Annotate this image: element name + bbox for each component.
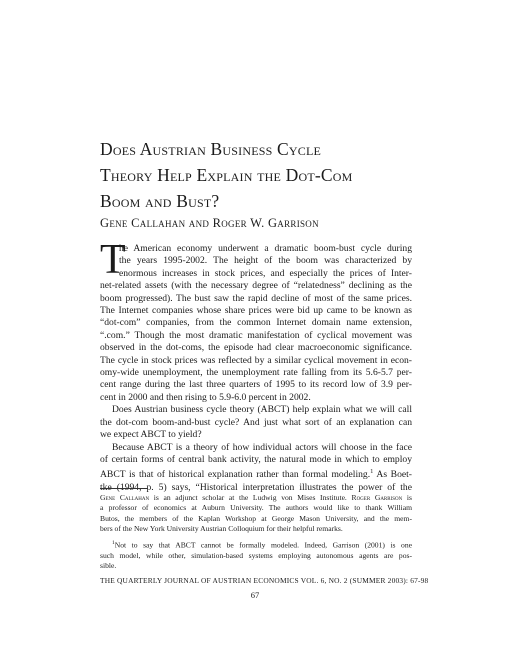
note-line: a professor of economics at Auburn University. The authors would like to thank William bbox=[100, 503, 412, 513]
footnote-marker: 1 bbox=[112, 539, 115, 546]
author-note bbox=[100, 493, 412, 535]
paragraph-1 bbox=[100, 243, 412, 404]
note-text: Not to say that ABCT cannot be formally modeled. Indeed, Garrison (2001) is one bbox=[114, 540, 412, 550]
page-number: 67 bbox=[250, 590, 260, 600]
article-title bbox=[100, 136, 420, 214]
body-text: ABCT is that of historical explanation rather than formal modeling. bbox=[100, 469, 371, 481]
body-line: “dot-com” companies, from the common Internet domain name extension, bbox=[100, 317, 412, 329]
footnote-1 bbox=[100, 538, 412, 572]
note-line: sible. bbox=[100, 560, 117, 570]
body-text: As Boet- bbox=[373, 469, 412, 481]
body-line: enormous increases in stock prices, and especially the prices of Inter- bbox=[119, 267, 412, 279]
title-line: Theory Help Explain the Dot-Com bbox=[100, 165, 353, 185]
note-line bbox=[100, 538, 412, 551]
footnote-divider bbox=[100, 488, 148, 489]
body-line: of certain forms of central bank activity, the natural mode in which to employ bbox=[100, 453, 412, 465]
body-line: Does Austrian business cycle theory (ABCT) help explain what we will call bbox=[112, 404, 412, 416]
author-name: Roger Garrison bbox=[351, 493, 403, 502]
note-text: is an adjunct scholar at the Ludwig von Mises Institute. bbox=[149, 493, 352, 502]
title-line: Does Austrian Business Cycle bbox=[100, 139, 322, 159]
author-name: Gene Callahan bbox=[100, 493, 150, 502]
journal-citation: THE QUARTERLY JOURNAL OF AUSTRIAN ECONOMICS VOL. 6, NO. 2 (SUMMER 2003): 67-98 bbox=[100, 576, 429, 585]
note-line: Butos, the members of the Kaplan Workshop at George Mason University, and the mem- bbox=[100, 513, 412, 523]
note-text: is bbox=[402, 493, 412, 502]
body-line-with-footnote bbox=[100, 466, 412, 482]
body-line: the years 1995-2002. The height of the boom was characterized by bbox=[119, 255, 412, 267]
body-line: tke (1994, p. 5) says, “Historical interpretation illustrates the power of the bbox=[100, 481, 412, 493]
note-line: bers of the New York University Austrian Colloquium for their helpful remarks. bbox=[100, 524, 343, 534]
body-line: boom progressed). The bust saw the rapid decline of most of the same prices. bbox=[100, 292, 412, 304]
body-line: The Internet companies whose share prices were bid up came to be known as bbox=[100, 305, 412, 317]
body-line: observed in the dot-coms, the episode had clear macroeconomic significance. bbox=[100, 342, 412, 354]
note-line bbox=[100, 493, 412, 503]
title-line: Boom and Bust? bbox=[100, 191, 220, 211]
body-line: the dot-com boom-and-bust cycle? And just what sort of an explanation can bbox=[100, 416, 412, 428]
drop-cap: T bbox=[100, 237, 126, 283]
body-line: net-related assets (with the necessary degree of “relatedness” declining as the bbox=[100, 280, 412, 292]
note-line: such model, while other, simulation-based systems employing autonomous agents are pos- bbox=[100, 550, 412, 560]
body-line: cent in 2000 and then rising to 5.9-6.0 percent in 2002. bbox=[100, 391, 311, 403]
body-line: The cycle in stock prices was reflected by a similar cyclical movement in econ- bbox=[100, 354, 412, 366]
body-line: we expect ABCT to yield? bbox=[100, 429, 202, 441]
footnote-reference[interactable]: 1 bbox=[370, 468, 374, 476]
body-line: “.com.” Though the most dramatic manifestation of cyclical movement was bbox=[100, 329, 412, 341]
body-line: cent range during the last three quarters of 1995 to its record low of 3.9 per- bbox=[100, 379, 412, 391]
paragraph-3 bbox=[100, 442, 412, 495]
paragraph-2 bbox=[100, 404, 412, 441]
article-authors: Gene Callahan and Roger W. Garrison bbox=[100, 216, 319, 230]
body-line: Because ABCT is a theory of how individual actors will choose in the face bbox=[112, 441, 412, 453]
body-line: he American economy underwent a dramatic boom-bust cycle during bbox=[119, 243, 412, 254]
article-body bbox=[100, 243, 412, 494]
body-line: omy-wide unemployment, the unemployment rate falling from its 5.6-5.7 per- bbox=[100, 367, 412, 379]
footnotes bbox=[100, 493, 412, 571]
